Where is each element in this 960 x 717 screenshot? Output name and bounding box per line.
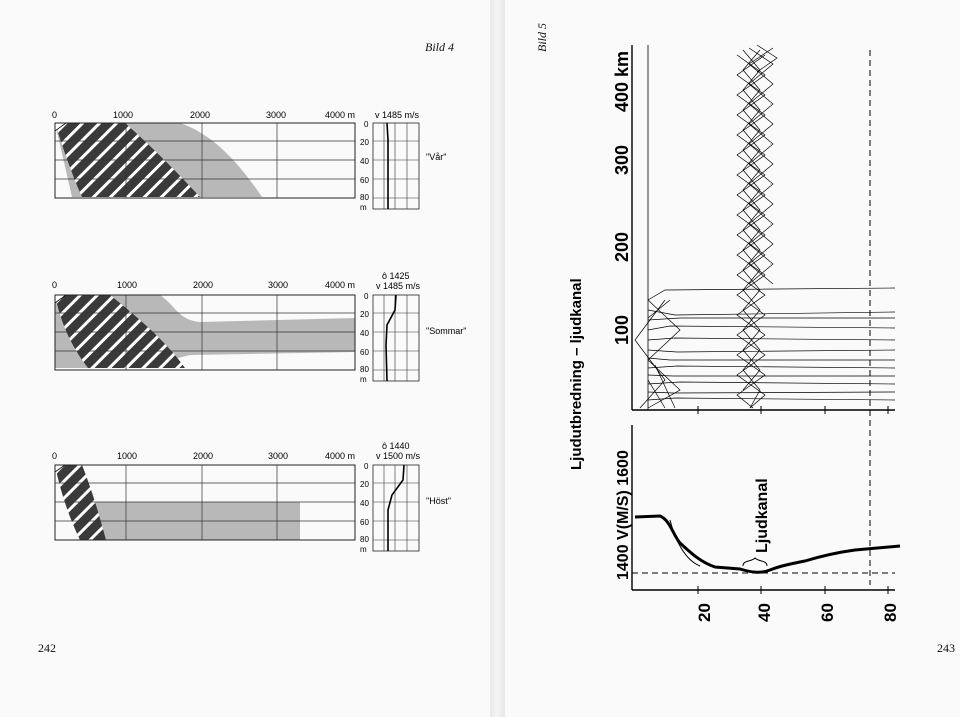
sound-channel-figure bbox=[505, 0, 960, 717]
depth-tick: 0 bbox=[364, 292, 369, 301]
x-tick: 0 bbox=[52, 280, 58, 290]
x-tick: 4000 m bbox=[325, 280, 356, 290]
x-tick: 4000 m bbox=[325, 110, 356, 120]
x-tick: 2000 bbox=[190, 110, 211, 120]
season-label: "Vår" bbox=[426, 152, 447, 162]
depth-tick: 80 bbox=[360, 535, 369, 544]
channel-brace bbox=[743, 558, 767, 566]
panel-host bbox=[52, 441, 451, 554]
velocity-profile bbox=[386, 295, 396, 381]
depth-tick: m bbox=[360, 545, 367, 554]
page-number-left: 242 bbox=[38, 641, 56, 655]
book-gutter bbox=[490, 0, 505, 717]
depth-tick: 40 bbox=[360, 157, 369, 166]
velocity-label: ô 1440 bbox=[382, 441, 410, 451]
x-tick: 1000 bbox=[117, 451, 138, 461]
depth-tick: 20 bbox=[360, 138, 369, 147]
depth-tick: 60 bbox=[360, 518, 369, 527]
depth-tick: 0 bbox=[364, 462, 369, 471]
depth-tick: 40 bbox=[360, 329, 369, 338]
channel-label: Ljudkanal bbox=[754, 478, 771, 553]
channel-rays bbox=[737, 45, 777, 408]
depth-tick: 40 bbox=[755, 603, 774, 622]
depth-tick: m bbox=[360, 375, 367, 384]
page-number-right: 243 bbox=[937, 641, 955, 655]
depth-tick: 40 bbox=[360, 499, 369, 508]
depth-tick: 60 bbox=[360, 176, 369, 185]
panel-var bbox=[52, 110, 446, 212]
velocity-label: ô 1425 bbox=[382, 271, 410, 281]
x-tick: 0 bbox=[52, 451, 58, 461]
depth-tick: 60 bbox=[360, 348, 369, 357]
depth-tick: 80 bbox=[881, 603, 900, 622]
x-tick: 1000 bbox=[117, 280, 138, 290]
x-tick: 3000 bbox=[268, 280, 289, 290]
velocity-axis-label: 1400 V(M/S) 1600 bbox=[615, 450, 632, 580]
depth-tick: 20 bbox=[695, 603, 714, 622]
x-tick: 0 bbox=[52, 110, 58, 120]
velocity-label: v 1485 m/s bbox=[375, 110, 420, 120]
velocity-label: v 1500 m/s bbox=[376, 451, 421, 461]
depth-tick: 80 bbox=[360, 365, 369, 374]
season-label: "Sommar" bbox=[426, 326, 467, 336]
x-tick: 2000 bbox=[193, 451, 214, 461]
figure-label-bild-5: Bild 5 bbox=[535, 23, 549, 52]
velocity-label: v 1485 m/s bbox=[376, 281, 421, 291]
depth-tick: 60 bbox=[818, 603, 837, 622]
velocity-profile bbox=[388, 465, 404, 551]
x-tick: 2000 bbox=[193, 280, 214, 290]
depth-tick: 80 bbox=[360, 193, 369, 202]
surface-rays bbox=[635, 288, 895, 408]
figure-title: Ljudutbredning – ljudkanal bbox=[568, 278, 585, 470]
figure-label-bild-4: Bild 4 bbox=[425, 40, 454, 54]
x-tick: 4000 m bbox=[325, 451, 356, 461]
range-tick: 100 bbox=[612, 314, 632, 345]
range-tick: 400 km bbox=[612, 50, 632, 112]
panel-sommar bbox=[52, 271, 466, 384]
right-page bbox=[505, 0, 960, 717]
range-tick: 300 bbox=[612, 144, 632, 175]
depth-tick: 0 bbox=[364, 120, 369, 129]
velocity-profile bbox=[387, 123, 388, 209]
season-label: "Höst" bbox=[426, 496, 451, 506]
velocity-profile-panel bbox=[615, 425, 900, 622]
x-tick: 1000 bbox=[113, 110, 134, 120]
x-tick: 3000 bbox=[266, 110, 287, 120]
depth-tick: m bbox=[360, 203, 367, 212]
depth-tick: 20 bbox=[360, 310, 369, 319]
range-tick: 200 bbox=[612, 231, 632, 262]
x-tick: 3000 bbox=[268, 451, 289, 461]
depth-tick: 20 bbox=[360, 480, 369, 489]
